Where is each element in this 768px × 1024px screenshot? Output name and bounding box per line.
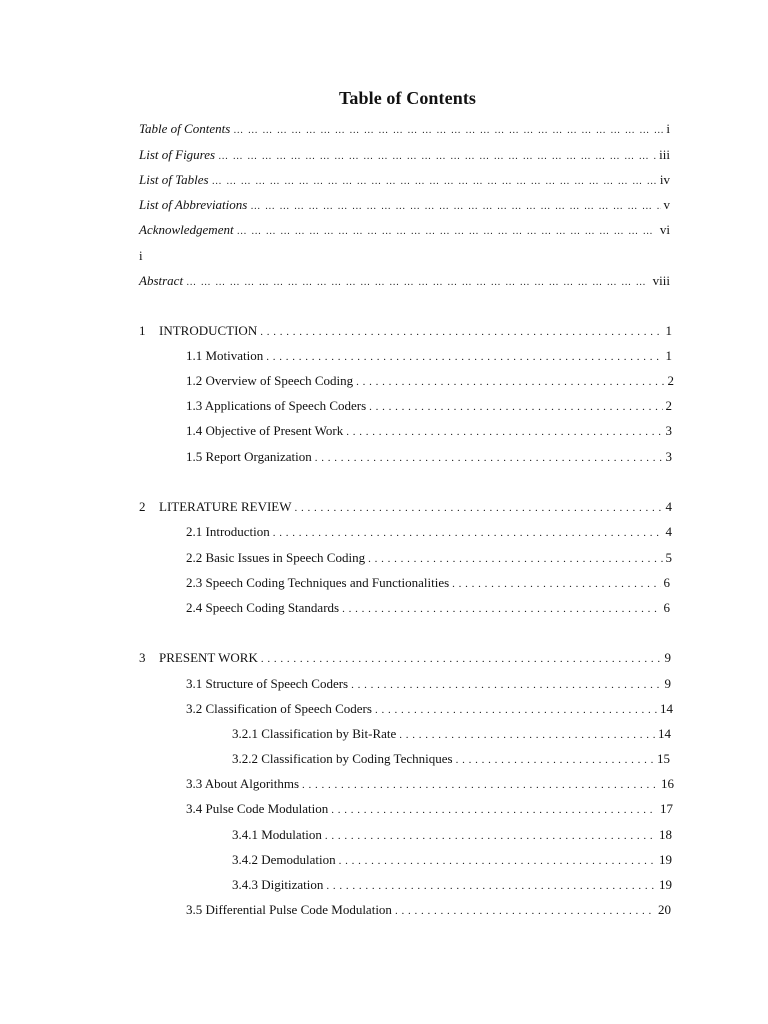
dot-leader: [368, 551, 662, 567]
chapter-number: 2: [139, 499, 146, 514]
section-label: 2.3 Speech Coding Techniques and Functionalities: [186, 575, 450, 590]
subsection-label: 3.2.1 Classification by Bit-Rate: [232, 726, 397, 741]
toc-entry-page: 6: [663, 600, 670, 615]
dot-leader: [326, 878, 656, 894]
toc-entry-page: 6: [663, 575, 670, 590]
section-label: 2.1 Introduction: [186, 524, 270, 539]
toc-entry-list-of-figures[interactable]: [139, 147, 670, 165]
toc-entry-page: 14: [660, 701, 673, 716]
toc-entry-page: 4: [665, 524, 672, 539]
page-title: Table of Contents: [338, 88, 477, 108]
toc-entry-page: 20: [658, 902, 671, 917]
toc-section[interactable]: [186, 449, 672, 466]
toc-entry-list-of-tables[interactable]: [139, 172, 670, 190]
toc-entry-page: 4: [665, 499, 672, 514]
dot-leader: [325, 828, 656, 844]
toc-entry-page: 9: [664, 676, 671, 691]
dot-leader: [302, 777, 658, 793]
chapter-number: 1: [139, 323, 146, 338]
chapter-title: INTRODUCTION: [159, 323, 258, 338]
subsection-label: 3.4.3 Digitization: [232, 877, 324, 892]
toc-entry-page: i: [666, 121, 670, 136]
dot-leader: [233, 122, 663, 139]
toc-entry-page: 16: [661, 776, 674, 791]
dot-leader: [331, 802, 657, 818]
toc-entry-page-wrap: i: [139, 248, 143, 263]
toc-entry-page: 1: [665, 323, 672, 338]
toc-section[interactable]: [186, 373, 674, 390]
section-label: 3.5 Differential Pulse Code Modulation: [186, 902, 392, 917]
section-label: 3.1 Structure of Speech Coders: [186, 676, 349, 691]
toc-entry-page: 1: [665, 348, 672, 363]
toc-entry-acknowledgement[interactable]: [139, 222, 670, 240]
dot-leader: [273, 525, 663, 541]
toc-entry-label: Table of Contents: [139, 121, 231, 136]
section-label: 3.4 Pulse Code Modulation: [186, 801, 329, 816]
toc-entry-page: 15: [657, 751, 670, 766]
toc-subsection[interactable]: [232, 726, 671, 743]
dot-leader: [250, 198, 660, 215]
section-label: 3.3 About Algorithms: [186, 776, 300, 791]
section-label: 1.4 Objective of Present Work: [186, 423, 344, 438]
dot-leader: [260, 324, 662, 340]
section-label: 2.2 Basic Issues in Speech Coding: [186, 550, 366, 565]
dot-leader: [346, 424, 662, 440]
toc-entry-page: 18: [659, 827, 672, 842]
toc-section[interactable]: [186, 902, 671, 919]
toc-section[interactable]: [186, 801, 673, 818]
section-label: 1.1 Motivation: [186, 348, 264, 363]
toc-entry-label: List of Tables: [139, 172, 209, 187]
toc-entry-table-of-contents[interactable]: [139, 121, 670, 139]
toc-entry-abstract[interactable]: [139, 273, 670, 291]
toc-entry-page: iii: [659, 147, 670, 162]
chapter-title: LITERATURE REVIEW: [159, 499, 292, 514]
toc-section[interactable]: [186, 550, 672, 567]
toc-entry-page: 19: [659, 877, 672, 892]
chapter-title: PRESENT WORK: [159, 650, 258, 665]
dot-leader: [399, 727, 655, 743]
toc-chapter-1[interactable]: [139, 323, 672, 340]
section-label: 1.5 Report Organization: [186, 449, 312, 464]
toc-section[interactable]: [186, 676, 671, 693]
toc-entry-page: 3: [665, 423, 672, 438]
toc-entry-label: List of Abbreviations: [139, 197, 248, 212]
dot-leader: [375, 702, 657, 718]
toc-subsection[interactable]: [232, 852, 672, 869]
toc-section[interactable]: [186, 776, 674, 793]
toc-entry-list-of-abbreviations[interactable]: [139, 197, 670, 215]
toc-entry-label: Acknowledgement: [139, 222, 234, 237]
dot-leader: [218, 148, 656, 165]
dot-leader: [456, 752, 654, 768]
toc-section[interactable]: [186, 423, 672, 440]
dot-leader: [295, 500, 663, 516]
dot-leader: [395, 903, 655, 919]
toc-entry-page: 3: [665, 449, 672, 464]
dot-leader: [212, 173, 657, 190]
toc-chapter-3[interactable]: [139, 650, 671, 667]
dot-leader: [356, 374, 664, 390]
toc-section[interactable]: [186, 701, 673, 718]
toc-entry-label: List of Figures: [139, 147, 216, 162]
dot-leader: [237, 223, 657, 240]
toc-entry-page: viii: [652, 273, 670, 288]
toc-section[interactable]: [186, 348, 672, 365]
toc-entry-page: v: [663, 197, 670, 212]
subsection-label: 3.4.1 Modulation: [232, 827, 322, 842]
toc-entry-page: 14: [658, 726, 671, 741]
toc-subsection[interactable]: [232, 877, 672, 894]
subsection-label: 3.4.2 Demodulation: [232, 852, 336, 867]
dot-leader: [339, 853, 656, 869]
dot-leader: [452, 576, 660, 592]
dot-leader: [351, 677, 661, 693]
toc-entry-page: vi: [659, 222, 670, 237]
toc-subsection[interactable]: [232, 827, 672, 844]
toc-entry-page: iv: [659, 172, 670, 187]
toc-entry-page: 19: [659, 852, 672, 867]
toc-section[interactable]: [186, 575, 670, 592]
toc-entry-page: 17: [660, 801, 673, 816]
chapter-number: 3: [139, 650, 146, 665]
toc-entry-page: 5: [665, 550, 672, 565]
dot-leader: [342, 601, 660, 617]
section-label: 2.4 Speech Coding Standards: [186, 600, 340, 615]
toc-entry-page: 9: [664, 650, 671, 665]
toc-section[interactable]: [186, 600, 670, 617]
dot-leader: [369, 399, 662, 415]
toc-subsection[interactable]: [232, 751, 670, 768]
toc-section[interactable]: [186, 524, 672, 541]
section-label: 3.2 Classification of Speech Coders: [186, 701, 372, 716]
toc-chapter-2[interactable]: [139, 499, 672, 516]
dot-leader: [315, 450, 663, 466]
dot-leader: [266, 349, 662, 365]
toc-section[interactable]: [186, 398, 672, 415]
toc-entry-page: 2: [665, 398, 672, 413]
dot-leader: [186, 274, 650, 291]
toc-entry-label: Abstract: [139, 273, 184, 288]
dot-leader: [261, 651, 662, 667]
toc-entry-page: 2: [667, 373, 674, 388]
section-label: 1.3 Applications of Speech Coders: [186, 398, 367, 413]
subsection-label: 3.2.2 Classification by Coding Techniques: [232, 751, 453, 766]
section-label: 1.2 Overview of Speech Coding: [186, 373, 354, 388]
